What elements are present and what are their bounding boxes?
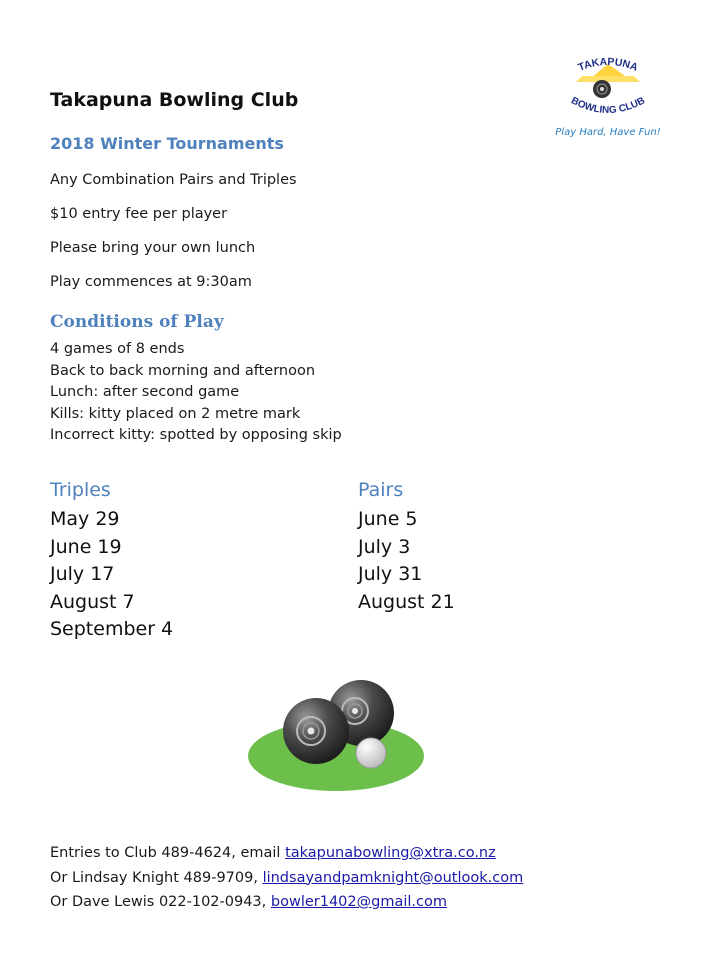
tournament-subtitle: 2018 Winter Tournaments	[50, 134, 284, 153]
lunch-line: Please bring your own lunch	[50, 240, 256, 256]
club-logo	[536, 40, 680, 140]
triples-dates	[50, 506, 173, 644]
contact-list	[50, 841, 523, 915]
contact-line	[50, 841, 523, 866]
pairs-dates	[358, 506, 455, 616]
condition-item: Incorrect kitty: spotted by opposing skip	[50, 427, 342, 443]
contact-text: Entries to Club 489-4624, email	[50, 845, 286, 861]
lindsay-email-link[interactable]: lindsayandpamknight@outlook.com	[262, 869, 524, 886]
logo-top-text: TAKAPUNA	[576, 55, 640, 74]
logo-bottom-text: BOWLING CLUB	[569, 95, 647, 117]
pairs-heading: Pairs	[358, 479, 404, 501]
format-line: Any Combination Pairs and Triples	[50, 172, 297, 188]
contact-text: Or Dave Lewis 022-102-0943,	[50, 894, 271, 910]
pairs-date: July 31	[358, 563, 423, 585]
club-name: Takapuna Bowling Club	[50, 89, 299, 111]
condition-item: Kills: kitty placed on 2 metre mark	[50, 405, 301, 422]
triples-date: September 4	[50, 618, 174, 640]
triples-heading: Triples	[50, 479, 111, 501]
pairs-date: June 5	[358, 508, 418, 530]
triples-date: July 17	[50, 563, 115, 585]
condition-item: Lunch: after second game	[50, 384, 240, 400]
start-time-line: Play commences at 9:30am	[50, 274, 252, 290]
logo-slogan: Play Hard, Have Fun!	[555, 127, 661, 138]
fee-line: $10 entry fee per player	[50, 206, 228, 222]
contact-line	[50, 890, 523, 915]
triples-date: May 29	[50, 508, 120, 530]
dave-email-link[interactable]: bowler1402@gmail.com	[270, 894, 447, 910]
club-email-link[interactable]: takapunabowling@xtra.co.nz	[285, 845, 496, 861]
contact-line	[50, 866, 523, 891]
conditions-list	[50, 339, 342, 447]
conditions-heading: Conditions of Play	[50, 312, 224, 332]
triples-date: August 7	[50, 590, 135, 613]
contact-text: Or Lindsay Knight 489-9709,	[50, 869, 263, 886]
lawn-bowls-icon	[244, 676, 428, 794]
condition-item: 4 games of 8 ends	[50, 341, 185, 357]
pairs-date: August 21	[358, 590, 455, 613]
triples-date: June 19	[50, 535, 122, 558]
pairs-date: July 3	[358, 535, 411, 558]
condition-item: Back to back morning and afternoon	[50, 362, 316, 379]
